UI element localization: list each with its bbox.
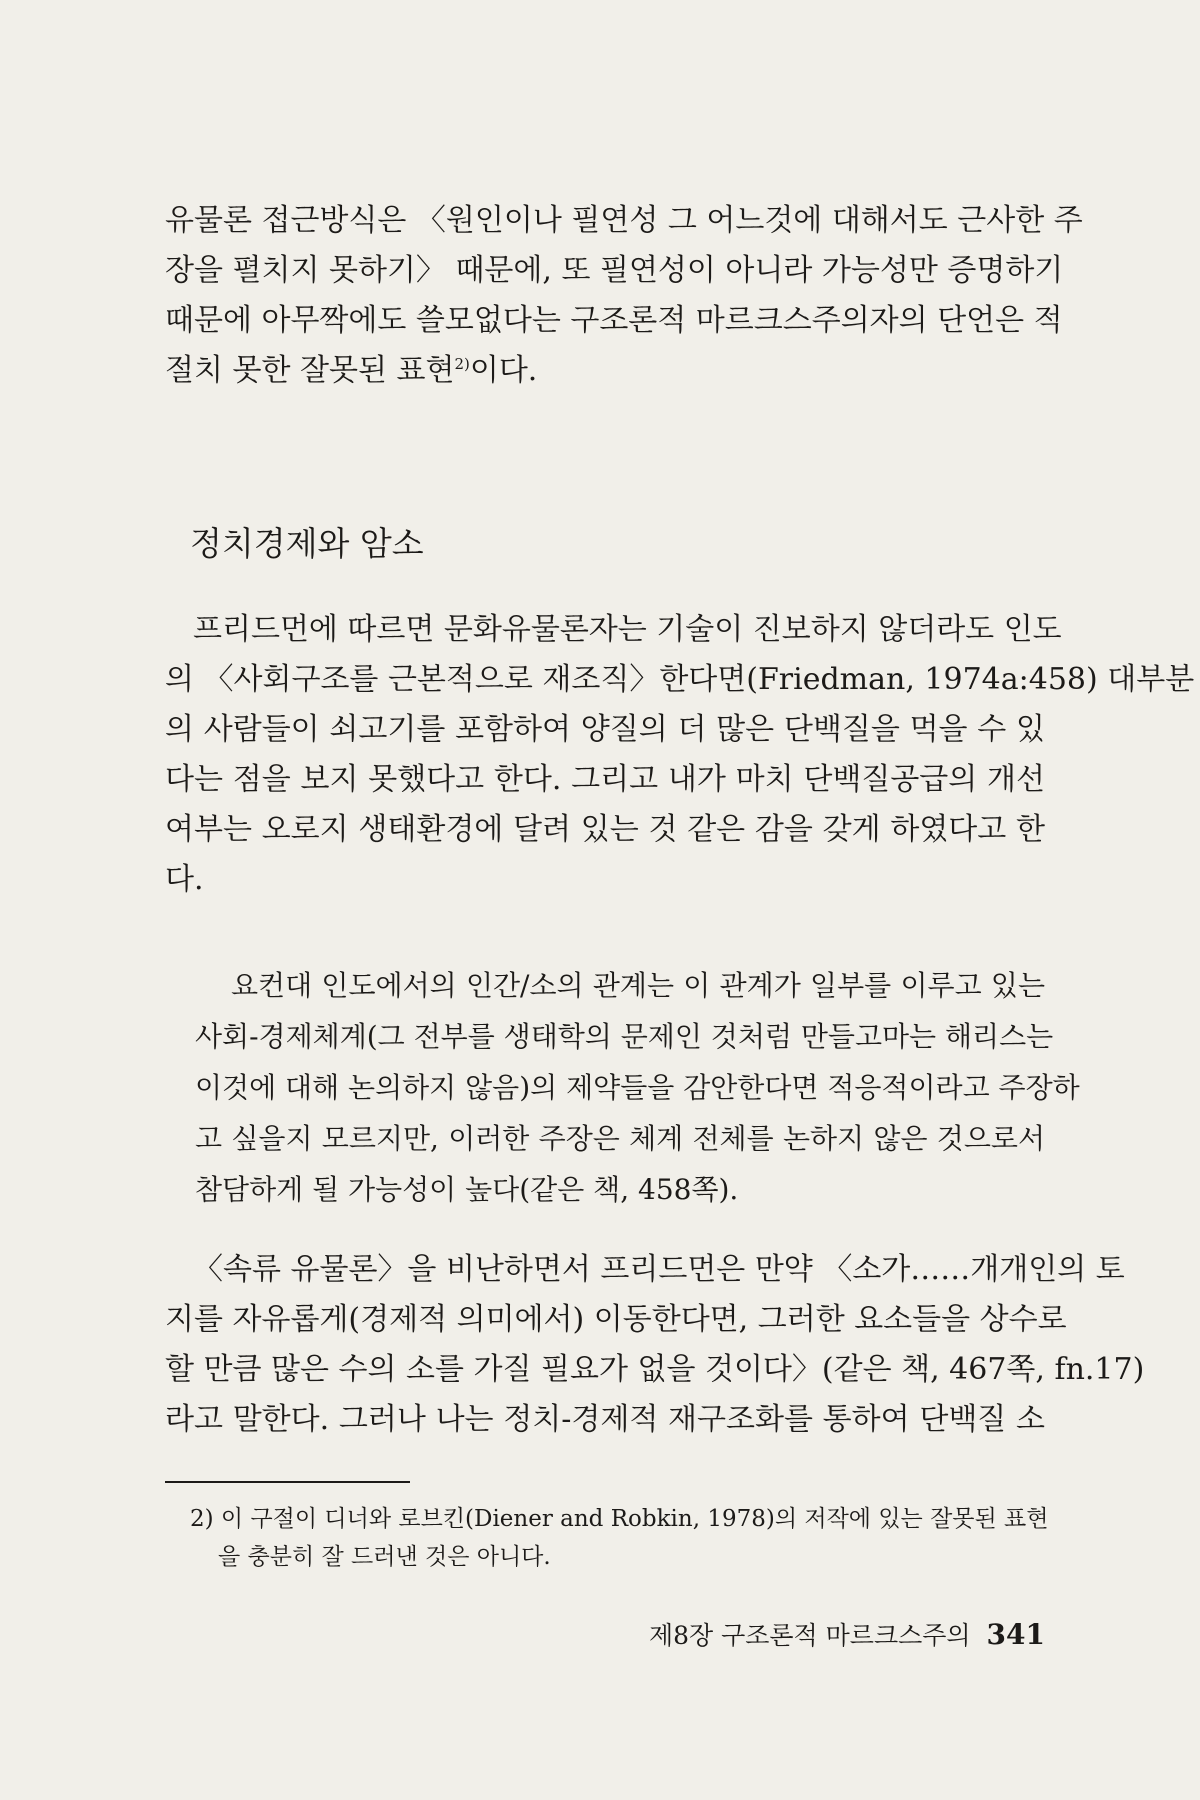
footnote: [190, 1500, 1049, 1576]
footnote-marker: 2): [454, 355, 470, 373]
text-line: 〈속류 유물론〉을 비난하면서 프리드먼은 만약 〈소가……개개인의 토: [193, 1252, 1125, 1287]
text-line: 때문에 아무짝에도 쓸모없다는 구조론적 마르크스주의자의 단언은 적: [165, 303, 1063, 338]
text-line: 요컨대 인도에서의 인간/소의 관계는 이 관계가 일부를 이루고 있는: [231, 969, 1045, 1002]
text-line: 유물론 접근방식은 〈원인이나 필연성 그 어느것에 대해서도 근사한 주: [165, 203, 1083, 238]
paragraph-3: [165, 1245, 1145, 1445]
text-line: 다는 점을 보지 못했다고 한다. 그리고 내가 마치 단백질공급의 개선: [165, 762, 1045, 797]
text-line: 장을 펼치지 못하기〉 때문에, 또 필연성이 아니라 가능성만 증명하기: [165, 253, 1064, 288]
footnote-line: 2) 이 구절이 디너와 로브킨(Diener and Robkin, 1978)의 저작에 있는 잘못된 표현: [190, 1506, 1049, 1532]
page-number: 341: [986, 1618, 1045, 1651]
block-quote: [195, 960, 1080, 1215]
text-line: 참담하게 될 가능성이 높다(같은 책, 458쪽).: [195, 1173, 739, 1206]
text-line: 할 만큼 많은 수의 소를 가질 필요가 없을 것이다〉(같은 책, 467쪽, fn.17): [165, 1352, 1145, 1387]
text-line: 의 〈사회구조를 근본적으로 재조직〉한다면(Friedman, 1974a:458) 대부분: [165, 662, 1195, 697]
text-line: 고 싶을지 모르지만, 이러한 주장은 체계 전체를 논하지 않은 것으로서: [195, 1122, 1045, 1155]
text-line: 이것에 대해 논의하지 않음)의 제약들을 감안한다면 적응적이라고 주장하: [195, 1071, 1080, 1104]
text-line: 사회-경제체계(그 전부를 생태학의 문제인 것처럼 만들고마는 해리스는: [195, 1020, 1054, 1053]
section-heading: 정치경제와 암소: [190, 524, 424, 563]
text-line: [165, 346, 1045, 396]
text-line: 다.: [165, 862, 204, 897]
paragraph-2: [165, 605, 1195, 905]
text-segment: 절치 못한 잘못된 표현: [165, 353, 455, 388]
text-line: 지를 자유롭게(경제적 의미에서) 이동한다면, 그러한 요소들을 상수로: [165, 1302, 1067, 1337]
text-line: 라고 말한다. 그러나 나는 정치-경제적 재구조화를 통하여 단백질 소: [165, 1402, 1045, 1437]
footnote-line: 을 충분히 잘 드러낸 것은 아니다.: [218, 1544, 551, 1570]
page-footer: [649, 1618, 1045, 1653]
text-line: 의 사람들이 쇠고기를 포함하여 양질의 더 많은 단백질을 먹을 수 있: [165, 712, 1045, 747]
paragraph-1: [165, 196, 1083, 396]
text-line: 프리드먼에 따르면 문화유물론자는 기술이 진보하지 않더라도 인도: [193, 612, 1062, 647]
footnote-divider: [165, 1481, 410, 1483]
running-title: 제8장 구조론적 마르크스주의: [648, 1621, 971, 1650]
text-segment: 이다.: [469, 353, 538, 388]
text-line: 여부는 오로지 생태환경에 달려 있는 것 같은 감을 갖게 하였다고 한: [165, 812, 1045, 847]
